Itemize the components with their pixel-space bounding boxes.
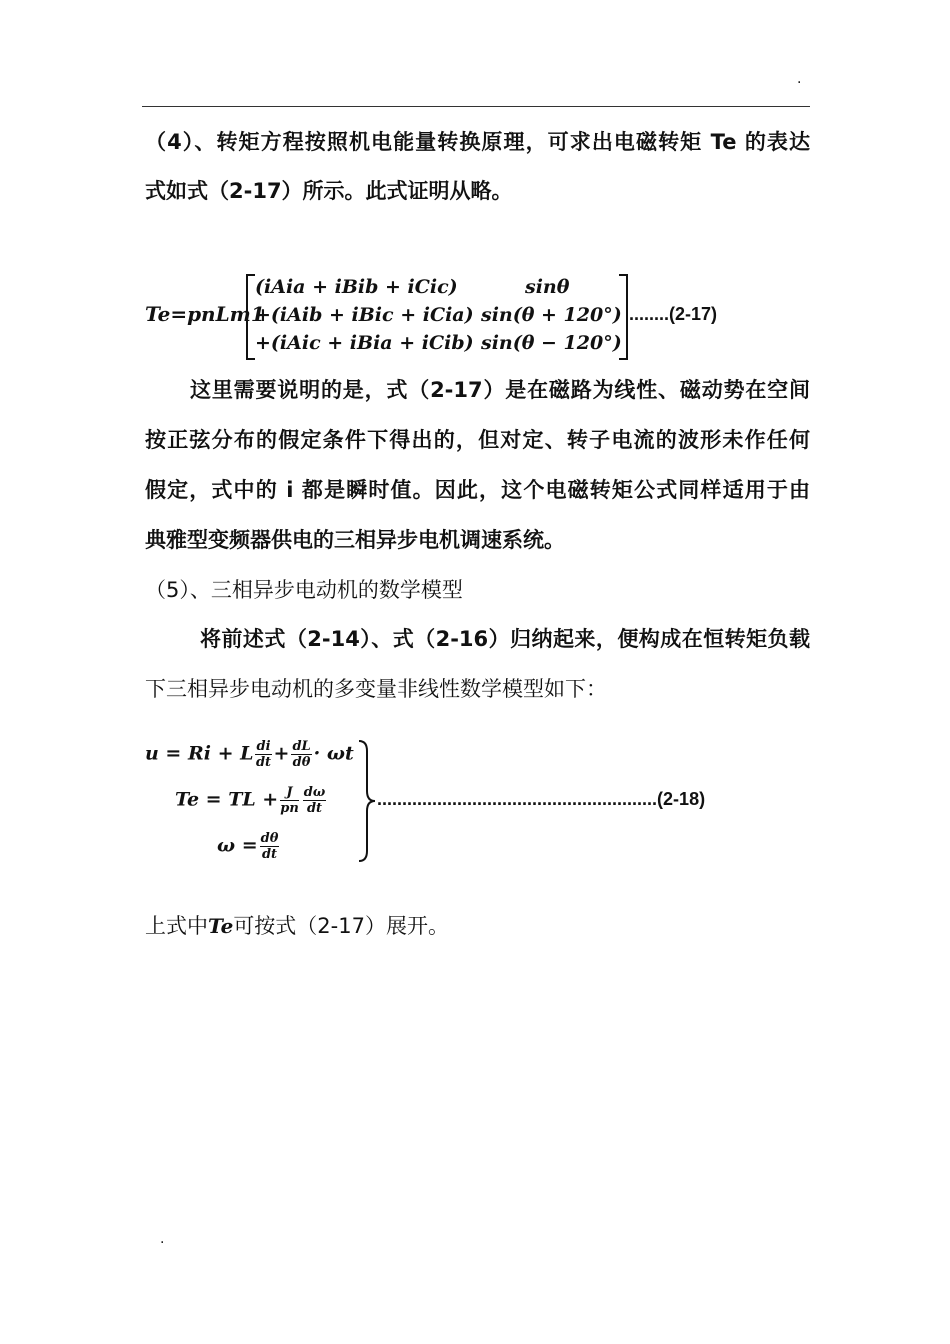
para-4-line-1: （4）、转矩方程按照机电能量转换原理，可求出电磁转矩 Te 的表达 [145,130,810,154]
explanation-line-1: 这里需要说明的是，式（2-17）是在磁路为线性、磁动势在空间 [190,378,810,402]
equation-2-17-number: ........(2-17) [629,304,718,324]
eq-2-17-row-2-left: +(iAib + iBic + iCia) [255,304,474,326]
explanation-line-3: 假定，式中的 i 都是瞬时值。因此，这个电磁转矩公式同样适用于由 [145,478,810,502]
header-rule [142,106,810,107]
eq-2-17-row-2-right: sin(θ + 120°) [481,304,622,326]
fraction-di-dt: $\frac{di}{dt}$ [255,739,272,770]
fraction-J-pn: $\frac{J}{pn}$ [280,785,299,816]
te-symbol: Te [208,914,234,938]
eq-2-18-row-2: Te = TL + $\frac{J}{pn}$ $\frac{d\omega}{dt}$ [175,785,326,816]
explanation-line-2: 按正弦分布的假定条件下得出的，但对定、转子电流的波形未作任何 [145,428,810,452]
fraction-domega-dt: $\frac{d\omega}{dt}$ [303,785,326,816]
right-bracket [619,274,628,360]
fraction-dL-dtheta: $\frac{dL}{d\theta}$ [292,739,311,770]
equation-2-18 [145,735,765,865]
right-brace [357,739,377,863]
eq-2-18-row-3: ω = $\frac{d\theta}{dt}$ [217,831,279,862]
model-intro-line-2: 下三相异步电动机的多变量非线性数学模型如下： [145,677,607,701]
eq-2-17-row-1-left: (iAia + iBib + iCic) [255,276,458,298]
eq-2-17-row-3-left: +(iAic + iBia + iCib) [255,332,474,354]
equation-2-17-lhs: Te=pnLm1 [145,302,265,326]
equation-2-18-number: ........................................................(2-18) [377,789,706,809]
para-4-line-2: 式如式（2-17）所示。此式证明从略。 [145,179,513,203]
footer-mark: . [160,1231,165,1247]
eq-2-17-row-3-right: sin(θ − 120°) [481,332,622,354]
left-bracket [246,274,255,360]
model-intro-line-1: 将前述式（2-14）、式（2-16）归纳起来，便构成在恒转矩负载 [200,627,810,651]
eq-2-18-row-1: u = Ri + L $\frac{di}{dt}$ + $\frac{dL}{d\theta}$ · ωt [145,739,354,770]
fraction-dtheta-dt: $\frac{d\theta}{dt}$ [260,831,279,862]
explanation-line-4: 典雅型变频器供电的三相异步电机调速系统。 [145,528,565,552]
section-heading-5: （5）、三相异步电动机的数学模型 [145,578,463,602]
closing-line: 上式中Te可按式（2-17）展开。 [145,914,449,938]
header-mark: . [797,71,802,87]
eq-2-17-row-1-right: sinθ [525,276,570,298]
equation-2-17 [145,270,745,362]
